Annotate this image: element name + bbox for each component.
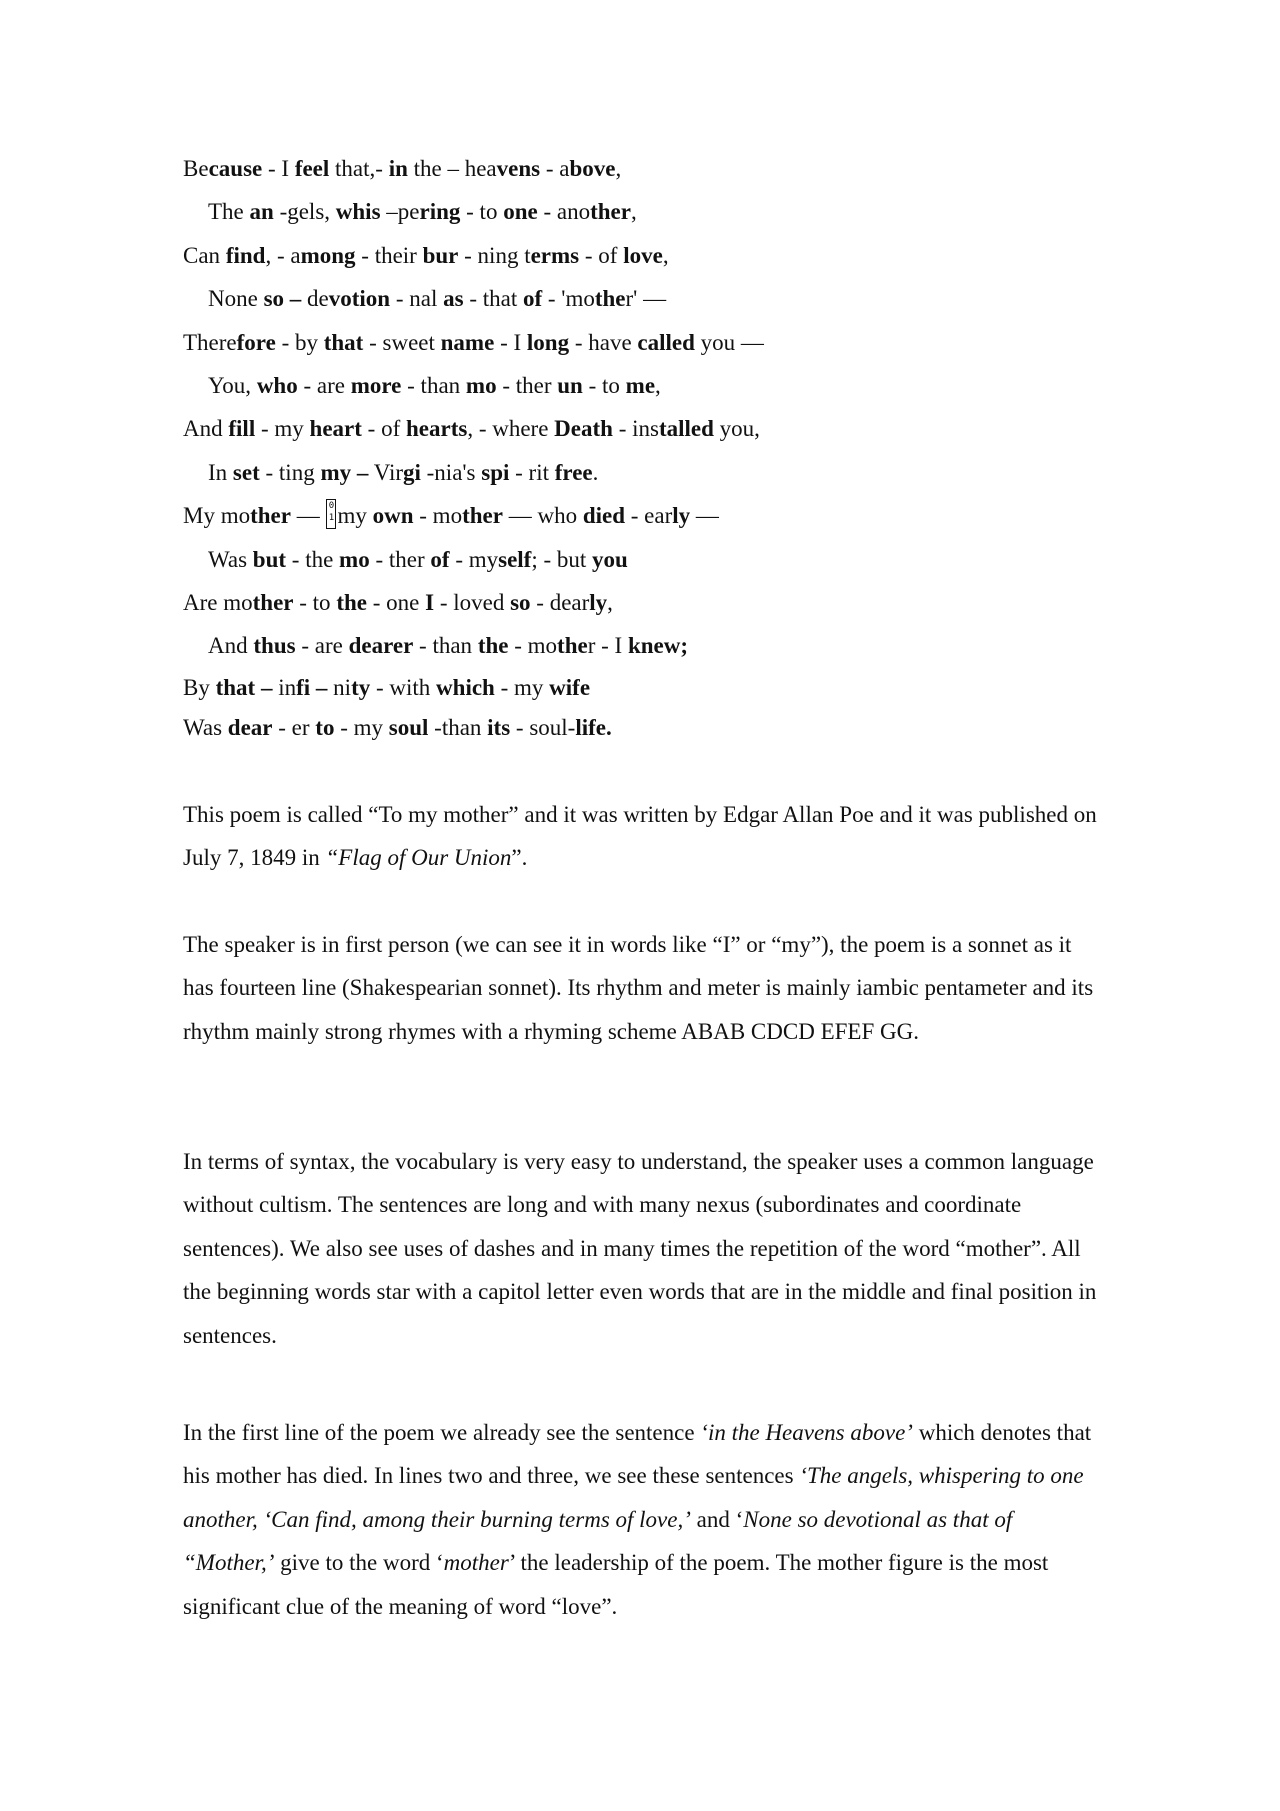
unstressed-text: ni	[327, 674, 352, 700]
unstressed-text: - ting	[259, 459, 321, 485]
poem-line	[183, 708, 1103, 749]
poem-line	[183, 277, 1103, 320]
stressed-syllable: the	[336, 589, 367, 615]
unstressed-text: —	[690, 503, 719, 529]
italic-quote: None so devotional as that of “Mother,’	[183, 1506, 1013, 1576]
stressed-syllable: self	[498, 546, 532, 572]
unstressed-text: - to	[582, 372, 626, 398]
paragraph-meaning	[183, 1411, 1103, 1628]
unstressed-text: - nal	[390, 286, 444, 312]
stressed-syllable: dear	[227, 715, 273, 741]
unstressed-text: - ther	[496, 372, 558, 398]
unstressed-text: Vir	[368, 459, 403, 485]
stressed-syllable: heart	[309, 416, 362, 442]
stressed-syllable: find	[225, 242, 266, 268]
stressed-syllable: an	[249, 199, 274, 225]
paragraph-syntax	[183, 1140, 1103, 1357]
unstressed-text: - to	[293, 589, 337, 615]
italic-quote: mother	[443, 1550, 509, 1576]
stressed-syllable: bur	[422, 242, 459, 268]
missing-glyph-box: 0 1	[326, 499, 336, 529]
stressed-syllable: hearts	[405, 416, 468, 442]
unstressed-text: ,	[655, 372, 661, 398]
stressed-syllable: whis	[335, 199, 381, 225]
paragraph-run: and ‘	[690, 1506, 744, 1532]
unstressed-text: ; - but	[531, 546, 593, 572]
stressed-syllable: as	[443, 286, 464, 312]
stressed-syllable: the	[594, 286, 626, 312]
italic-quote: ‘in the Heavens above’	[700, 1420, 913, 1445]
unstressed-text: - my	[494, 674, 550, 700]
unstressed-text: — who	[502, 503, 583, 529]
stressed-syllable: ly	[672, 503, 691, 529]
stressed-syllable: talled	[658, 416, 714, 442]
stressed-syllable: me	[625, 372, 656, 398]
stressed-syllable: ther	[250, 503, 291, 529]
unstressed-text: - are	[297, 372, 351, 398]
unstressed-text: -gels,	[273, 199, 336, 225]
unstressed-text: —	[290, 503, 326, 529]
paragraph-run: which denotes that his mother has died. In lines two and three, we see these sentences	[183, 1420, 1092, 1489]
poem-line	[183, 451, 1103, 494]
stressed-syllable: ther	[590, 199, 631, 225]
stressed-syllable: of	[430, 546, 450, 572]
stressed-syllable: mo	[465, 372, 497, 398]
stressed-syllable: so	[510, 589, 531, 615]
stressed-syllable: thus	[253, 633, 296, 659]
stressed-syllable: that –	[215, 674, 273, 700]
unstressed-text: my	[337, 503, 373, 529]
stressed-syllable: died	[582, 503, 626, 529]
poem-line	[183, 190, 1103, 233]
unstressed-text: By	[183, 674, 216, 700]
unstressed-text: - one	[366, 589, 426, 615]
unstressed-text: - I	[494, 329, 527, 355]
stressed-syllable: I	[425, 589, 435, 615]
unstressed-text: In	[208, 459, 233, 485]
paragraph-run: This poem is called “To my mother” and it was written by Edgar Allan Poe and it was published on July 7, 1849 in	[183, 802, 1097, 871]
poem	[183, 147, 1103, 749]
stressed-syllable: name	[440, 329, 495, 355]
poem-line	[183, 407, 1103, 450]
stressed-syllable: its	[487, 715, 511, 741]
stressed-syllable: wife	[549, 674, 591, 700]
poem-line	[183, 581, 1103, 624]
stressed-syllable: erms	[530, 242, 580, 268]
unstressed-text: - soul-	[510, 715, 576, 741]
stressed-syllable: called	[637, 329, 695, 355]
stressed-syllable: my –	[320, 459, 369, 485]
unstressed-text: - a	[540, 156, 570, 181]
stressed-syllable: cause	[208, 156, 263, 181]
stressed-syllable: set	[232, 459, 260, 485]
unstressed-text: - ning t	[458, 242, 531, 268]
unstressed-text: ,	[615, 156, 622, 181]
stressed-syllable: long	[526, 329, 570, 355]
unstressed-text: Be	[183, 156, 209, 181]
unstressed-text: in	[272, 674, 297, 700]
unstressed-text: - my	[449, 546, 499, 572]
unstressed-text: Can	[183, 242, 226, 268]
stressed-syllable: soul	[388, 715, 429, 741]
unstressed-text: r - I	[587, 633, 628, 659]
stressed-syllable: dearer	[348, 633, 414, 659]
stressed-syllable: mong	[300, 242, 356, 268]
stressed-syllable: of	[522, 286, 543, 312]
stressed-syllable: free	[554, 459, 593, 485]
unstressed-text: - by	[275, 329, 324, 355]
stressed-syllable: vens	[496, 156, 541, 181]
stressed-syllable: the	[477, 633, 509, 659]
unstressed-text: ,	[630, 199, 637, 225]
unstressed-text: - sweet	[363, 329, 441, 355]
unstressed-text: My mo	[183, 503, 251, 529]
unstressed-text: - mo	[508, 633, 558, 659]
poem-line	[183, 364, 1103, 407]
unstressed-text: you,	[713, 416, 760, 442]
poem-line	[183, 494, 1103, 537]
stressed-syllable: ther	[252, 589, 294, 615]
stressed-syllable: the	[557, 633, 588, 659]
paragraph-run: ’ the leadership of the poem. The mother figure is the most significant clue of the meaning of word “love”.	[183, 1550, 1049, 1619]
stressed-syllable: mo	[339, 546, 370, 572]
stressed-syllable: spi	[481, 459, 510, 485]
stressed-syllable: Death	[554, 416, 613, 442]
unstressed-text: - ear	[625, 503, 673, 529]
stressed-syllable: in	[388, 156, 408, 181]
stressed-syllable: one	[503, 199, 538, 225]
unstressed-text: - ins	[612, 416, 659, 442]
unstressed-text: that,-	[329, 156, 389, 181]
unstressed-text: -than	[428, 715, 488, 741]
poem-line	[183, 321, 1103, 364]
unstressed-text: - rit	[509, 459, 555, 485]
stressed-syllable: ring	[419, 199, 461, 225]
unstressed-text: - loved	[434, 589, 511, 615]
unstressed-text: And	[208, 633, 254, 659]
unstressed-text: - of	[579, 242, 624, 268]
unstressed-text: .	[592, 459, 599, 485]
stressed-syllable: fill	[228, 416, 256, 442]
unstressed-text: Are mo	[183, 589, 253, 615]
unstressed-text: , - where	[467, 416, 555, 442]
unstressed-text: -nia's	[420, 459, 482, 485]
paragraph-publication	[183, 793, 1103, 880]
stressed-syllable: ly	[589, 589, 608, 615]
unstressed-text: - that	[463, 286, 523, 312]
paragraph-run: The speaker is in first person (we can see it in words like “I” or “my”), the poem is a sonnet as it has fourteen line (Shakespearian sonnet). Its rhythm and meter is mainly iambic pentameter and its rhythm mainly strong rhymes with a rhyming scheme ABAB CDCD EFEF GG.	[183, 932, 1094, 1044]
stressed-syllable: votion	[328, 286, 391, 312]
unstressed-text: - the	[286, 546, 340, 572]
unstressed-text: - are	[295, 633, 349, 659]
stressed-syllable: so –	[263, 286, 302, 312]
stressed-syllable: who	[256, 372, 298, 398]
stressed-syllable: but	[252, 546, 287, 572]
unstressed-text: - dear	[530, 589, 590, 615]
unstressed-text: - 'mo	[542, 286, 595, 312]
stressed-syllable: fore	[236, 329, 276, 355]
unstressed-text: You,	[208, 372, 257, 398]
unstressed-text: - ano	[537, 199, 591, 225]
unstressed-text: - than	[401, 372, 466, 398]
unstressed-text: - mo	[413, 503, 463, 529]
poem-line	[183, 538, 1103, 581]
unstressed-text: - their	[355, 242, 423, 268]
unstressed-text: de	[301, 286, 329, 312]
unstressed-text: Was	[183, 715, 228, 741]
paragraph-run: In terms of syntax, the vocabulary is very easy to understand, the speaker uses a common language without cultism. The sentences are long and with many nexus (subordinates and coordinate sentences). We also see uses of dashes and in many times the repetition of the word “mother”. All the beginning words star with a capitol letter even words that are in the middle and final position in sentences.	[183, 1149, 1097, 1348]
paragraph-run: give to the word ‘	[274, 1550, 444, 1576]
stressed-syllable: ther	[462, 503, 503, 529]
stressed-syllable: ty	[351, 674, 371, 700]
unstressed-text: - with	[370, 674, 437, 700]
stressed-syllable: more	[350, 372, 402, 398]
stressed-syllable: fi –	[296, 674, 328, 700]
stressed-syllable: you	[592, 546, 628, 572]
paragraph-text	[183, 1411, 1103, 1628]
unstressed-text: r' —	[625, 286, 667, 312]
stressed-syllable: own	[372, 503, 414, 529]
stressed-syllable: life.	[575, 715, 612, 741]
unstressed-text: –pe	[380, 199, 420, 225]
stressed-syllable: un	[557, 372, 583, 398]
stressed-syllable: to	[315, 715, 335, 741]
stressed-syllable: love	[623, 242, 663, 268]
unstressed-text: None	[208, 286, 264, 312]
stressed-syllable: that	[323, 329, 364, 355]
unstressed-text: - have	[569, 329, 638, 355]
unstressed-text: And	[183, 416, 229, 442]
unstressed-text: - my	[255, 416, 310, 442]
stressed-syllable: knew;	[627, 633, 689, 659]
paragraph-run: In the first line of the poem we already see the sentence	[183, 1420, 701, 1445]
unstressed-text: - I	[262, 156, 295, 181]
unstressed-text: Was	[208, 546, 253, 572]
unstressed-text: There	[183, 329, 237, 355]
poem-line	[183, 624, 1103, 667]
stressed-syllable: which	[436, 674, 495, 700]
italic-quote: “Flag of Our Union	[325, 845, 512, 871]
unstressed-text: - ther	[369, 546, 431, 572]
unstressed-text: - than	[413, 633, 478, 659]
paragraph-run: ”.	[511, 845, 528, 871]
unstressed-text: The	[208, 199, 250, 225]
poem-line	[183, 234, 1103, 277]
unstressed-text: - my	[334, 715, 389, 741]
unstressed-text: you —	[694, 329, 764, 355]
poem-line	[183, 668, 1103, 709]
poem-line	[183, 147, 1103, 190]
unstressed-text: the – hea	[407, 156, 497, 181]
stressed-syllable: bove	[569, 156, 616, 181]
unstressed-text: - er	[272, 715, 316, 741]
italic-quote: ‘The angels, whispering to one another, ‘Can find, among their burning terms of love,’	[183, 1463, 1084, 1532]
unstressed-text: - to	[460, 199, 504, 225]
paragraph-text	[183, 923, 1103, 1053]
paragraph-text	[183, 793, 1103, 880]
unstressed-text: , - a	[265, 242, 301, 268]
paragraph-structure	[183, 923, 1103, 1053]
stressed-syllable: gi	[403, 459, 421, 485]
unstressed-text: - of	[361, 416, 406, 442]
unstressed-text: ,	[607, 589, 613, 615]
unstressed-text: ,	[662, 242, 669, 268]
paragraph-text	[183, 1140, 1103, 1357]
stressed-syllable: feel	[294, 156, 330, 181]
